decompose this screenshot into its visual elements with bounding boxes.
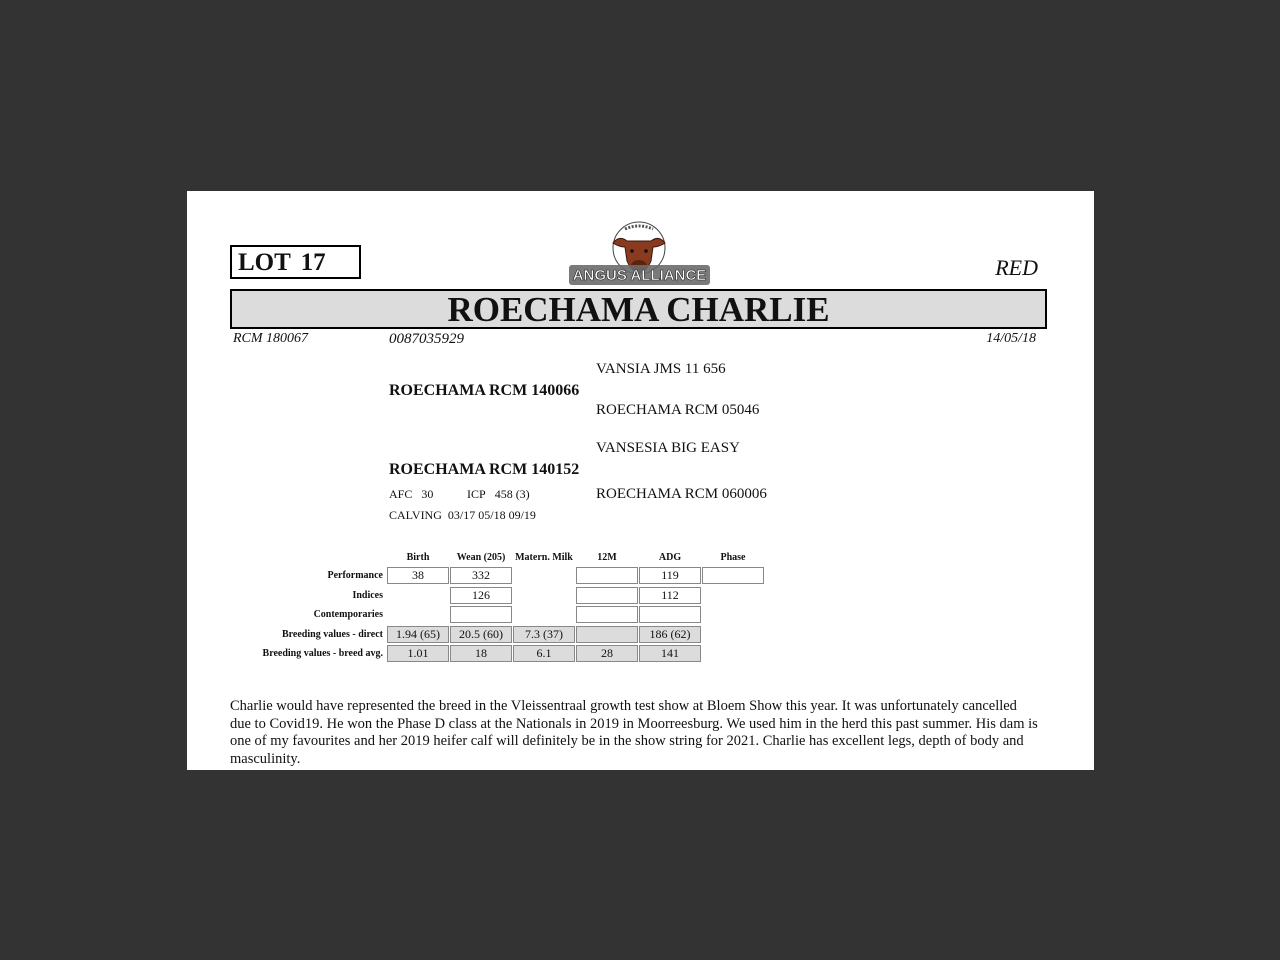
table-cell: 28 [576,645,638,662]
icp-label: ICP [467,487,486,501]
dam: ROECHAMA RCM 140152 [389,461,580,478]
table-cell: 119 [639,567,701,584]
row-label: Indices [352,590,383,601]
birth-date: 14/05/18 [986,331,1036,346]
svg-text:ANGUS ALLIANCE: ANGUS ALLIANCE [572,267,707,284]
icp-stat [467,487,530,502]
catalogue-page [187,191,1094,770]
column-header: Birth [406,552,430,563]
table-cell: 20.5 (60) [450,626,512,643]
row-label: Performance [327,570,383,581]
table-cell: 1.01 [387,645,449,662]
table-cell: 6.1 [513,645,575,662]
row-label: Contemporaries [313,609,383,620]
table-cell [576,587,638,604]
calving-label: CALVING [389,508,442,522]
table-cell: 126 [450,587,512,604]
row-label: Breeding values - direct [281,629,383,640]
column-header: Matern. Milk [515,552,573,563]
table-cell: 186 (62) [639,626,701,643]
sire: ROECHAMA RCM 140066 [389,382,580,399]
row-label: Breeding values - breed avg. [262,648,383,659]
column-header: Wean (205) [456,552,506,563]
lot-number: LOT 17 [230,245,361,279]
calving-stat [389,508,536,523]
calving-value: 03/17 05/18 09/19 [447,508,536,522]
afc-value: 30 [421,487,434,501]
registration-number: RCM 180067 [233,331,309,346]
table-cell [576,626,638,643]
table-cell: 141 [639,645,701,662]
animal-name: ROECHAMA CHARLIE [230,289,1047,329]
lot-comment: Charlie would have represented the breed in the Vleissentraal growth test show at Bloem Show this year. It was unfortunately cancelled due to Covid19. He won the Phase D class at the Nationals in 2019 in Moorreesburg. We used him in the herd this past summer. His dam is one of my favourites and her 2019 heifer calf will definitely be in the show string for 2021. Charlie has excellent legs, depth of body and masculinity. [230,698,1038,768]
table-cell [702,567,764,584]
table-cell [576,606,638,623]
dam-dam: ROECHAMA RCM 060006 [596,486,767,502]
table-cell: 18 [450,645,512,662]
bull-head-icon [567,221,712,287]
coat-color: RED [995,255,1038,280]
column-header: 12M [597,552,617,563]
afc-stat [389,487,433,502]
table-cell: 332 [450,567,512,584]
icp-value: 458 (3) [494,487,530,501]
column-header: ADG [658,552,682,563]
table-cell: 7.3 (37) [513,626,575,643]
table-cell: 112 [639,587,701,604]
table-cell: 1.94 (65) [387,626,449,643]
angus-alliance-logo [567,221,712,287]
table-cell [450,606,512,623]
sire-dam: ROECHAMA RCM 05046 [596,402,760,418]
afc-label: AFC [389,487,413,501]
column-header: Phase [720,552,746,563]
table-cell [576,567,638,584]
dam-sire: VANSESIA BIG EASY [596,440,740,456]
id-number: 0087035929 [389,331,464,347]
table-cell [639,606,701,623]
table-cell: 38 [387,567,449,584]
sire-sire: VANSIA JMS 11 656 [596,361,726,377]
